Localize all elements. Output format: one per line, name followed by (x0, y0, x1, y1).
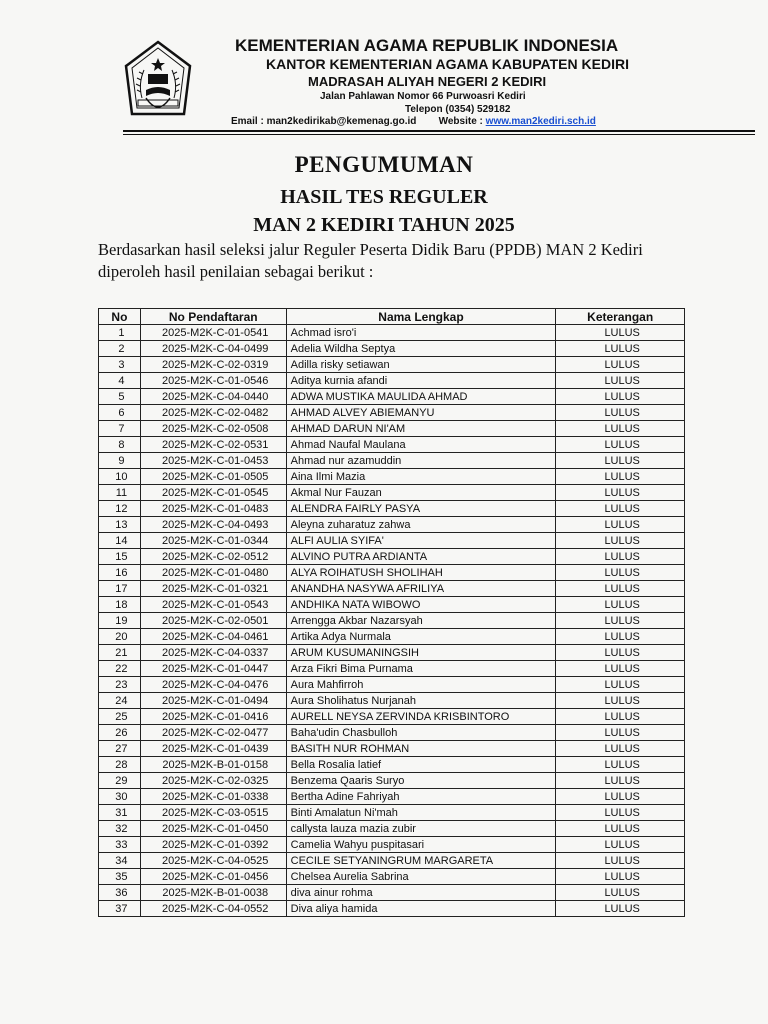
contact-line (231, 116, 596, 127)
table-row (99, 773, 685, 789)
status-cell: LULUS (556, 629, 685, 645)
row-number: 2 (99, 341, 141, 357)
row-number: 37 (99, 901, 141, 917)
registration-number: 2025-M2K-C-01-0480 (140, 565, 286, 581)
student-name: ADWA MUSTIKA MAULIDA AHMAD (286, 389, 556, 405)
status-cell: LULUS (556, 389, 685, 405)
table-row (99, 549, 685, 565)
registration-number: 2025-M2K-C-01-0344 (140, 533, 286, 549)
table-row (99, 789, 685, 805)
registration-number: 2025-M2K-C-01-0546 (140, 373, 286, 389)
status-cell: LULUS (556, 757, 685, 773)
table-row (99, 341, 685, 357)
registration-number: 2025-M2K-C-02-0512 (140, 549, 286, 565)
ministry-name: KEMENTERIAN AGAMA REPUBLIK INDONESIA (235, 36, 619, 55)
row-number: 34 (99, 853, 141, 869)
row-number: 3 (99, 357, 141, 373)
registration-number: 2025-M2K-C-01-0541 (140, 325, 286, 341)
status-cell: LULUS (556, 437, 685, 453)
row-number: 18 (99, 597, 141, 613)
row-number: 6 (99, 405, 141, 421)
table-row (99, 581, 685, 597)
school-name: MADRASAH ALIYAH NEGERI 2 KEDIRI (308, 74, 547, 89)
registration-number: 2025-M2K-C-04-0499 (140, 341, 286, 357)
status-cell: LULUS (556, 549, 685, 565)
registration-number: 2025-M2K-C-01-0450 (140, 821, 286, 837)
row-number: 10 (99, 469, 141, 485)
student-name: ARUM KUSUMANINGSIH (286, 645, 556, 661)
announcement-subtitle: HASIL TES REGULER (280, 186, 488, 208)
registration-number: 2025-M2K-C-04-0440 (140, 389, 286, 405)
student-name: Aditya kurnia afandi (286, 373, 556, 389)
student-name: ALFI AULIA SYIFA' (286, 533, 556, 549)
status-cell: LULUS (556, 597, 685, 613)
registration-number: 2025-M2K-C-04-0337 (140, 645, 286, 661)
row-number: 20 (99, 629, 141, 645)
table-row (99, 437, 685, 453)
registration-number: 2025-M2K-C-01-0456 (140, 869, 286, 885)
table-row (99, 501, 685, 517)
school-phone: Telepon (0354) 529182 (405, 104, 511, 115)
status-cell: LULUS (556, 581, 685, 597)
student-name: Arza Fikri Bima Purnama (286, 661, 556, 677)
student-name: ALYA ROIHATUSH SHOLIHAH (286, 565, 556, 581)
status-cell: LULUS (556, 405, 685, 421)
student-name: Bertha Adine Fahriyah (286, 789, 556, 805)
registration-number: 2025-M2K-B-01-0158 (140, 757, 286, 773)
website-link[interactable]: www.man2kediri.sch.id (485, 116, 596, 127)
status-cell: LULUS (556, 821, 685, 837)
status-cell: LULUS (556, 533, 685, 549)
student-name: Baha'udin Chasbulloh (286, 725, 556, 741)
office-name: KANTOR KEMENTERIAN AGAMA KABUPATEN KEDIRI (266, 56, 629, 72)
table-header-row (99, 309, 685, 325)
table-row (99, 869, 685, 885)
student-name: ANDHIKA NATA WIBOWO (286, 597, 556, 613)
student-name: AHMAD ALVEY ABIEMANYU (286, 405, 556, 421)
status-cell: LULUS (556, 661, 685, 677)
student-name: callysta lauza mazia zubir (286, 821, 556, 837)
registration-number: 2025-M2K-C-01-0494 (140, 693, 286, 709)
header-full-name: Nama Lengkap (286, 309, 556, 325)
status-cell: LULUS (556, 373, 685, 389)
table-row (99, 325, 685, 341)
header-no: No (99, 309, 141, 325)
status-cell: LULUS (556, 501, 685, 517)
status-cell: LULUS (556, 517, 685, 533)
registration-number: 2025-M2K-C-02-0482 (140, 405, 286, 421)
table-row (99, 389, 685, 405)
status-cell: LULUS (556, 837, 685, 853)
table-row (99, 405, 685, 421)
status-cell: LULUS (556, 325, 685, 341)
kemenag-logo (124, 40, 192, 124)
row-number: 15 (99, 549, 141, 565)
status-cell: LULUS (556, 421, 685, 437)
student-name: Artika Adya Nurmala (286, 629, 556, 645)
row-number: 1 (99, 325, 141, 341)
table-row (99, 629, 685, 645)
row-number: 26 (99, 725, 141, 741)
student-name: Aura Sholihatus Nurjanah (286, 693, 556, 709)
row-number: 30 (99, 789, 141, 805)
table-row (99, 661, 685, 677)
registration-number: 2025-M2K-C-02-0508 (140, 421, 286, 437)
student-name: ALENDRA FAIRLY PASYA (286, 501, 556, 517)
status-cell: LULUS (556, 869, 685, 885)
student-name: Camelia Wahyu puspitasari (286, 837, 556, 853)
table-row (99, 357, 685, 373)
row-number: 23 (99, 677, 141, 693)
registration-number: 2025-M2K-C-02-0501 (140, 613, 286, 629)
registration-number: 2025-M2K-C-04-0476 (140, 677, 286, 693)
student-name: Arrengga Akbar Nazarsyah (286, 613, 556, 629)
row-number: 19 (99, 613, 141, 629)
row-number: 27 (99, 741, 141, 757)
table-row (99, 725, 685, 741)
table-row (99, 597, 685, 613)
row-number: 5 (99, 389, 141, 405)
student-name: Diva aliya hamida (286, 901, 556, 917)
student-name: Ahmad Naufal Maulana (286, 437, 556, 453)
status-cell: LULUS (556, 677, 685, 693)
row-number: 9 (99, 453, 141, 469)
student-name: Ahmad nur azamuddin (286, 453, 556, 469)
status-cell: LULUS (556, 341, 685, 357)
student-name: Aura Mahfirroh (286, 677, 556, 693)
table-row (99, 757, 685, 773)
status-cell: LULUS (556, 789, 685, 805)
student-name: Adilla risky setiawan (286, 357, 556, 373)
registration-number: 2025-M2K-C-01-0338 (140, 789, 286, 805)
registration-number: 2025-M2K-C-04-0461 (140, 629, 286, 645)
table-row (99, 853, 685, 869)
row-number: 8 (99, 437, 141, 453)
status-cell: LULUS (556, 565, 685, 581)
table-row (99, 693, 685, 709)
status-cell: LULUS (556, 805, 685, 821)
table-row (99, 741, 685, 757)
table-row (99, 517, 685, 533)
student-name: Aleyna zuharatuz zahwa (286, 517, 556, 533)
status-cell: LULUS (556, 725, 685, 741)
table-row (99, 821, 685, 837)
student-name: Chelsea Aurelia Sabrina (286, 869, 556, 885)
letterhead-divider-thin (123, 134, 755, 135)
status-cell: LULUS (556, 741, 685, 757)
row-number: 28 (99, 757, 141, 773)
row-number: 13 (99, 517, 141, 533)
registration-number: 2025-M2K-C-02-0319 (140, 357, 286, 373)
school-email: Email : man2kedirikab@kemenag.go.id (231, 116, 417, 127)
student-name: Benzema Qaaris Suryo (286, 773, 556, 789)
student-name: AURELL NEYSA ZERVINDA KRISBINTORO (286, 709, 556, 725)
announcement-title: PENGUMUMAN (294, 152, 474, 177)
registration-number: 2025-M2K-C-03-0515 (140, 805, 286, 821)
status-cell: LULUS (556, 693, 685, 709)
row-number: 21 (99, 645, 141, 661)
registration-number: 2025-M2K-C-01-0447 (140, 661, 286, 677)
row-number: 12 (99, 501, 141, 517)
table-row (99, 453, 685, 469)
table-row (99, 805, 685, 821)
header-registration: No Pendaftaran (140, 309, 286, 325)
student-name: Aina Ilmi Mazia (286, 469, 556, 485)
row-number: 7 (99, 421, 141, 437)
row-number: 22 (99, 661, 141, 677)
registration-number: 2025-M2K-C-02-0531 (140, 437, 286, 453)
registration-number: 2025-M2K-C-01-0416 (140, 709, 286, 725)
row-number: 31 (99, 805, 141, 821)
table-row (99, 613, 685, 629)
status-cell: LULUS (556, 613, 685, 629)
table-row (99, 421, 685, 437)
letterhead-divider (123, 130, 755, 132)
row-number: 35 (99, 869, 141, 885)
row-number: 29 (99, 773, 141, 789)
status-cell: LULUS (556, 645, 685, 661)
status-cell: LULUS (556, 709, 685, 725)
student-name: ANANDHA NASYWA AFRILIYA (286, 581, 556, 597)
student-name: Adelia Wildha Septya (286, 341, 556, 357)
registration-number: 2025-M2K-C-01-0453 (140, 453, 286, 469)
table-row (99, 677, 685, 693)
status-cell: LULUS (556, 853, 685, 869)
registration-number: 2025-M2K-C-01-0321 (140, 581, 286, 597)
student-name: Binti Amalatun Ni'mah (286, 805, 556, 821)
student-name: diva ainur rohma (286, 885, 556, 901)
row-number: 36 (99, 885, 141, 901)
registration-number: 2025-M2K-C-04-0552 (140, 901, 286, 917)
status-cell: LULUS (556, 773, 685, 789)
student-name: Bella Rosalia latief (286, 757, 556, 773)
table-row (99, 709, 685, 725)
status-cell: LULUS (556, 453, 685, 469)
registration-number: 2025-M2K-C-01-0439 (140, 741, 286, 757)
row-number: 17 (99, 581, 141, 597)
student-name: CECILE SETYANINGRUM MARGARETA (286, 853, 556, 869)
results-table (98, 308, 685, 917)
table-body (99, 325, 685, 917)
student-name: ALVINO PUTRA ARDIANTA (286, 549, 556, 565)
status-cell: LULUS (556, 885, 685, 901)
announcement-subtitle-year: MAN 2 KEDIRI TAHUN 2025 (253, 214, 515, 236)
registration-number: 2025-M2K-C-01-0543 (140, 597, 286, 613)
registration-number: 2025-M2K-C-04-0493 (140, 517, 286, 533)
table-row (99, 901, 685, 917)
table-row (99, 885, 685, 901)
student-name: AHMAD DARUN NI'AM (286, 421, 556, 437)
registration-number: 2025-M2K-B-01-0038 (140, 885, 286, 901)
status-cell: LULUS (556, 485, 685, 501)
table-row (99, 373, 685, 389)
row-number: 11 (99, 485, 141, 501)
row-number: 24 (99, 693, 141, 709)
registration-number: 2025-M2K-C-01-0505 (140, 469, 286, 485)
status-cell: LULUS (556, 469, 685, 485)
website-label: Website : (438, 116, 483, 127)
row-number: 25 (99, 709, 141, 725)
student-name: Akmal Nur Fauzan (286, 485, 556, 501)
school-address: Jalan Pahlawan Nomor 66 Purwoasri Kediri (320, 91, 526, 102)
registration-number: 2025-M2K-C-01-0392 (140, 837, 286, 853)
student-name: BASITH NUR ROHMAN (286, 741, 556, 757)
table-row (99, 565, 685, 581)
header-status: Keterangan (556, 309, 685, 325)
table-row (99, 485, 685, 501)
row-number: 33 (99, 837, 141, 853)
row-number: 14 (99, 533, 141, 549)
status-cell: LULUS (556, 357, 685, 373)
intro-paragraph: Berdasarkan hasil seleksi jalur Reguler Peserta Didik Baru (PPDB) MAN 2 Kediri diperoleh hasil penilaian sebagai berikut : (98, 240, 643, 281)
student-name: Achmad isro'i (286, 325, 556, 341)
registration-number: 2025-M2K-C-04-0525 (140, 853, 286, 869)
row-number: 4 (99, 373, 141, 389)
table-row (99, 469, 685, 485)
registration-number: 2025-M2K-C-01-0483 (140, 501, 286, 517)
registration-number: 2025-M2K-C-02-0477 (140, 725, 286, 741)
table-row (99, 533, 685, 549)
row-number: 16 (99, 565, 141, 581)
table-row (99, 645, 685, 661)
registration-number: 2025-M2K-C-01-0545 (140, 485, 286, 501)
registration-number: 2025-M2K-C-02-0325 (140, 773, 286, 789)
row-number: 32 (99, 821, 141, 837)
table-row (99, 837, 685, 853)
status-cell: LULUS (556, 901, 685, 917)
